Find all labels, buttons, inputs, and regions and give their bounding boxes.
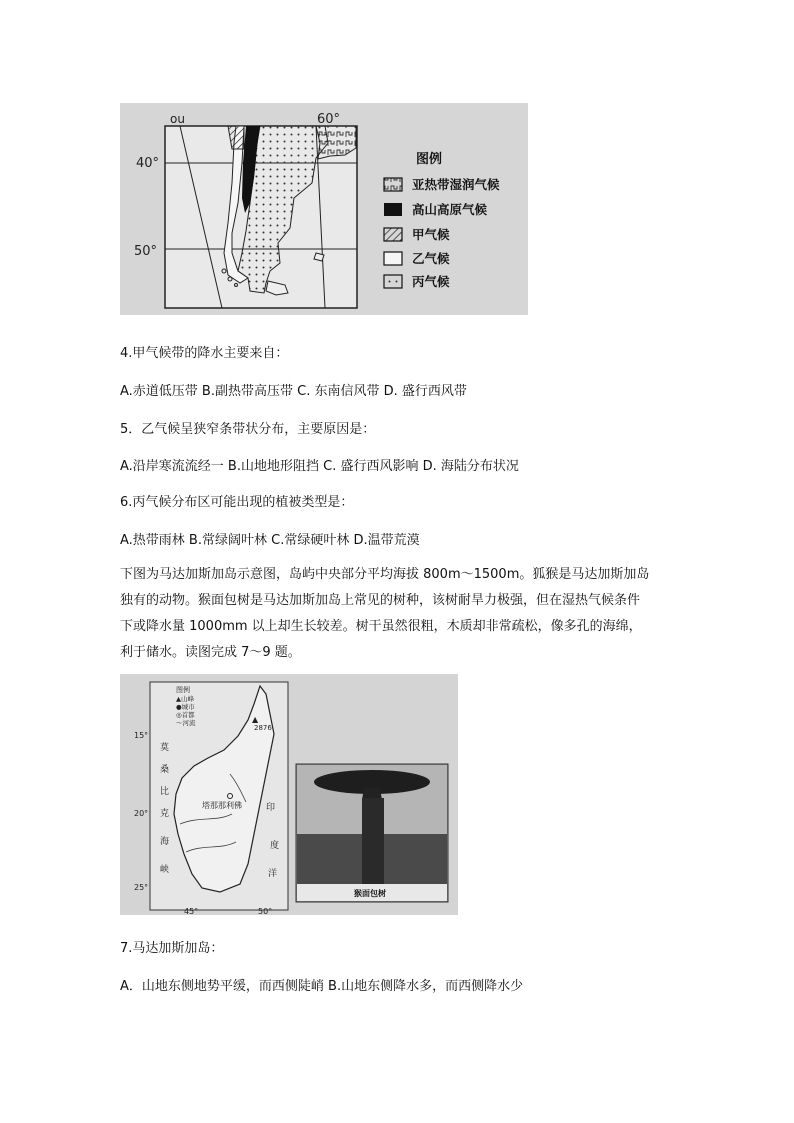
lat-label-40: 40°: [136, 156, 160, 171]
ocean-label-char: 度: [270, 841, 280, 851]
sea-label-char: 海: [160, 837, 170, 847]
capital-label: 塔那那利佛: [202, 801, 242, 810]
peak-icon: ▲: [252, 715, 259, 724]
lon-label-70: ou: [170, 112, 185, 126]
legend-label-bing: 丙气候: [412, 274, 450, 289]
passage-line: 下图为马达加斯加岛示意图，岛屿中央部分平均海拔 800m～1500m。狐猴是马达加斯加岛: [120, 567, 650, 582]
legend-swatch-bing: [384, 275, 402, 288]
sea-label-char: 桑: [160, 765, 170, 775]
legend-label-subtropical: 亚热带湿润气候: [412, 177, 500, 192]
legend-item: ◎首都: [176, 711, 195, 719]
lat-label-20: 20°: [134, 809, 149, 818]
question-6-stem: 6.丙气候分布区可能出现的植被类型是：: [120, 495, 354, 510]
ocean-label-char: 洋: [268, 869, 278, 879]
question-4-stem: 4.甲气候带的降水主要来自：: [120, 346, 289, 361]
legend-label-highland: 高山高原气候: [412, 202, 488, 217]
passage-text: [120, 562, 680, 666]
question-6-options: A.热带雨林 B.常绿阔叶林 C.常绿硬叶林 D.温带荒漠: [120, 533, 420, 548]
legend-swatch-subtropical: [384, 178, 402, 191]
passage-line: 下或降水量 1000mm 以上却生长较差。树干虽然很粗，木质却非常疏松，像多孔的海绵，: [120, 619, 642, 634]
passage-line: 利于储水。读图完成 7～9 题。: [120, 645, 301, 660]
legend-title: 图例: [416, 152, 443, 167]
photo-caption: 猴面包树: [354, 889, 386, 898]
legend-label-yi: 乙气候: [412, 251, 450, 266]
sea-label-char: 峡: [160, 865, 170, 875]
lon-label-50: 50°: [258, 907, 273, 915]
question-5-stem: 5．乙气候呈狭窄条带状分布，主要原因是：: [120, 422, 376, 437]
legend-swatch-yi: [384, 252, 402, 265]
peak-height: 2876: [254, 724, 272, 732]
south-america-climate-map: [120, 103, 528, 315]
legend-title: 图例: [176, 686, 190, 694]
ocean-label-char: 印: [266, 803, 276, 813]
legend-item: ～河流: [176, 719, 196, 727]
lon-label-60: 60°: [317, 112, 341, 127]
lat-label-15: 15°: [134, 731, 149, 740]
baobab-photo: [296, 764, 448, 902]
legend-item: ●城市: [176, 703, 195, 711]
question-5-options: A.沿岸寒流流经一 B.山地地形阻挡 C. 盛行西风影响 D. 海陆分布状况: [120, 459, 519, 474]
legend-label-jia: 甲气候: [412, 227, 450, 242]
legend-item: ▲山峰: [176, 695, 194, 703]
sea-label-char: 莫: [160, 743, 170, 753]
question-4-options: A.赤道低压带 B.副热带高压带 C. 东南信风带 D. 盛行西风带: [120, 384, 467, 399]
lat-label-50: 50°: [134, 244, 158, 259]
madagascar-figure: [120, 674, 458, 915]
passage-line: 独有的动物。猴面包树是马达加斯加岛上常见的树种，该树耐旱力极强，但在湿热气候条件: [120, 593, 641, 608]
question-7-options: A．山地东侧地势平缓，而西侧陡峭 B.山地东侧降水多，而西侧降水少: [120, 979, 524, 994]
lon-label-45: 45°: [184, 907, 199, 915]
lat-label-25: 25°: [134, 883, 149, 892]
sea-label-char: 克: [160, 809, 170, 819]
sea-label-char: 比: [160, 787, 170, 797]
question-7-stem: 7.马达加斯加岛：: [120, 941, 224, 956]
legend-swatch-jia: [384, 228, 402, 241]
legend-swatch-highland: [384, 203, 402, 216]
